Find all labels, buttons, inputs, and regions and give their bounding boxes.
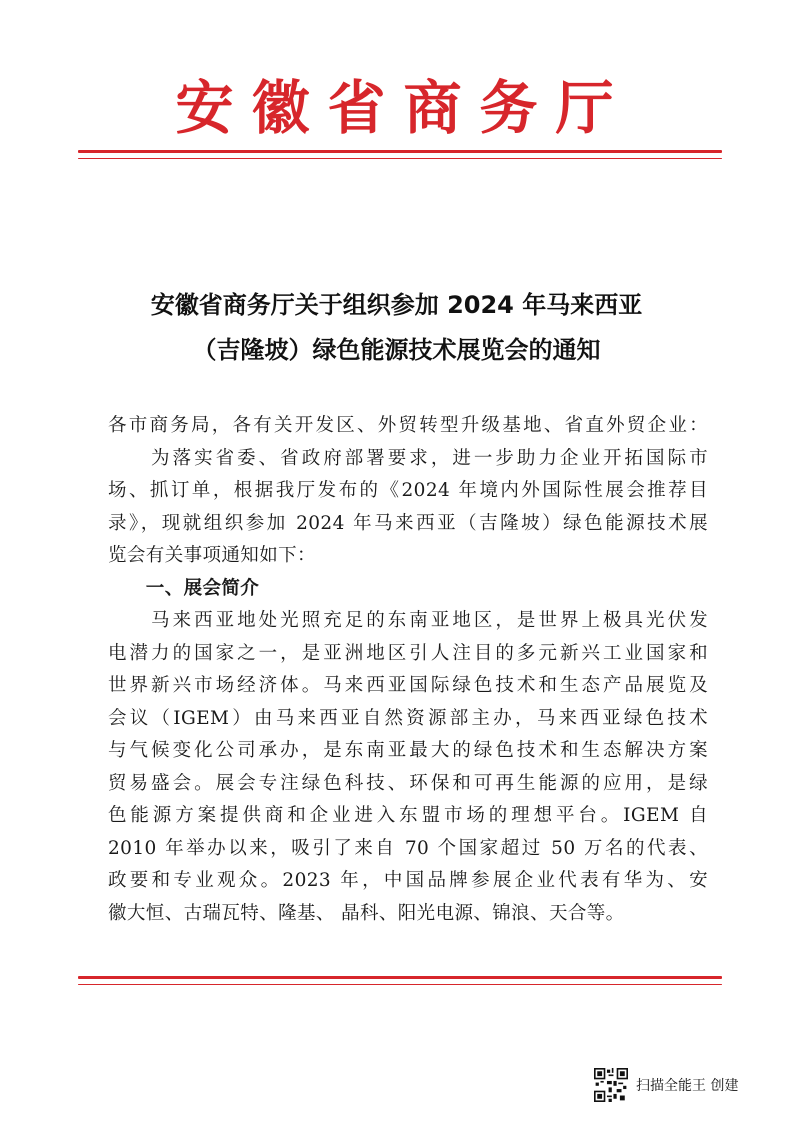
footer-red-rule bbox=[78, 976, 722, 979]
section-heading: 一、展会简介 bbox=[108, 577, 260, 599]
section-line: 政要和专业观众。2023 年，中国品牌参展企业代表有华为、安 bbox=[108, 870, 708, 891]
section-line: 世界新兴市场经济体。马来西亚国际绿色技术和生态产品展览及 bbox=[108, 675, 708, 696]
masthead-red-rule bbox=[78, 150, 722, 153]
masthead-red-rule-thin bbox=[78, 158, 722, 159]
qr-code-icon bbox=[594, 1068, 628, 1102]
scanner-watermark bbox=[594, 1068, 738, 1102]
section-line: 电潜力的国家之一，是亚洲地区引人注目的多元新兴工业国家和 bbox=[108, 642, 708, 664]
section-line: 色能源方案提供商和企业进入东盟市场的理想平台。IGEM 自 bbox=[108, 805, 708, 826]
salutation: 各市商务局，各有关开发区、外贸转型升级基地、省直外贸企业： bbox=[108, 415, 708, 436]
section-line: 贸易盛会。展会专注绿色科技、环保和可再生能源的应用，是绿 bbox=[108, 772, 708, 794]
section-line: 徽大恒、古瑞瓦特、隆基、 晶科、阳光电源、锦浪、天合等。 bbox=[108, 902, 625, 924]
document-title-line-2: （吉隆坡）绿色能源技术展览会的通知 bbox=[192, 336, 601, 364]
section-line: 与气候变化公司承办，是东南亚最大的绿色技术和生态解决方案 bbox=[108, 740, 708, 761]
intro-line: 录》，现就组织参加 2024 年马来西亚（吉隆坡）绿色能源技术展 bbox=[108, 512, 708, 534]
document-body bbox=[108, 410, 708, 930]
intro-line: 为落实省委、省政府部署要求，进一步助力企业开拓国际市 bbox=[108, 447, 708, 469]
section-line: 马来西亚地处光照充足的东南亚地区，是世界上极具光伏发 bbox=[108, 610, 708, 631]
section-line: 会议（IGEM）由马来西亚自然资源部主办，马来西亚绿色技术 bbox=[108, 707, 708, 729]
intro-line: 览会有关事项通知如下： bbox=[108, 545, 316, 566]
document-title-line-1: 安徽省商务厅关于组织参加 2024 年马来西亚 bbox=[150, 291, 643, 319]
section-line: 2010 年举办以来，吸引了来自 70 个国家超过 50 万名的代表、 bbox=[108, 837, 708, 859]
intro-line: 场、抓订单，根据我厅发布的《2024 年境内外国际性展会推荐目 bbox=[108, 480, 708, 501]
footer-red-rule-thin bbox=[78, 984, 722, 985]
scanner-label: 扫描全能王 创建 bbox=[636, 1078, 739, 1094]
masthead-org-name: 安徽省商务厅 bbox=[175, 74, 632, 142]
